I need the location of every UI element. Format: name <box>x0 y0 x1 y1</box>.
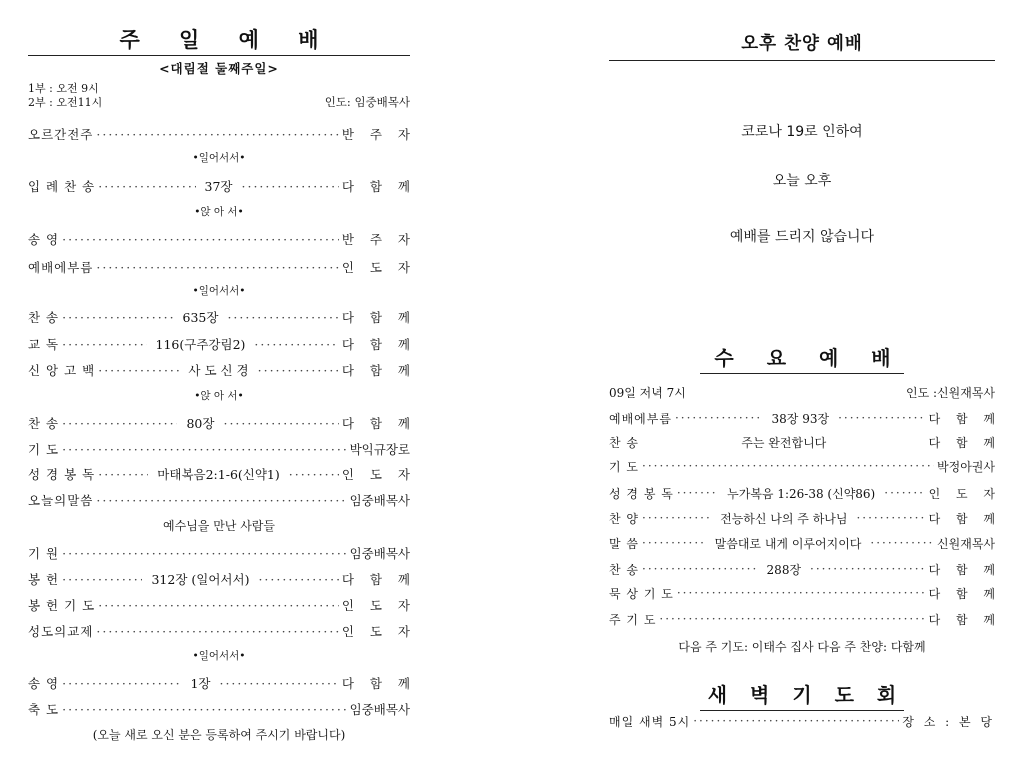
leader-dots <box>884 486 925 500</box>
leader-dots <box>62 546 346 561</box>
row-right: 신원재목사 <box>937 536 996 551</box>
leader-dots <box>870 536 934 550</box>
order-row <box>28 177 416 195</box>
order-row <box>28 414 417 432</box>
leader-dots <box>98 179 195 194</box>
title-divider <box>609 60 995 61</box>
order-row <box>28 544 410 562</box>
posture-cue: •앉 아 서• <box>194 390 244 402</box>
wednesday-time: 09일 저녁 7시 <box>609 386 686 400</box>
wednesday-service-title: 수 요 예 배 <box>700 342 903 374</box>
afternoon-notice-line: 예배를 드리지 않습니다 <box>729 229 875 245</box>
row-detail: 누가복음 1:26-38 (신약86) <box>727 486 876 501</box>
order-row <box>609 457 995 475</box>
afternoon-notice-line: 오늘 오후 <box>772 173 832 189</box>
row-right: 다 함 께 <box>928 562 1001 577</box>
row-detail: 288장 <box>766 562 802 577</box>
leader-dots <box>62 676 181 691</box>
leader-dots <box>258 363 339 378</box>
row-right: 임중배목사 <box>349 702 410 717</box>
row-right: 다 함 께 <box>341 676 416 691</box>
leader-dots <box>642 511 711 525</box>
leader-dots <box>289 467 339 482</box>
order-row <box>28 491 410 509</box>
leader-dots <box>62 337 146 352</box>
leader-dots <box>677 586 926 600</box>
row-label: 기 도 <box>609 459 639 474</box>
leader-dots <box>62 310 173 325</box>
afternoon-notice-line: 코로나 19로 인하여 <box>741 124 863 140</box>
dawn-prayer-title: 새 벽 기 도 회 <box>700 679 904 711</box>
leader-dots <box>98 363 179 378</box>
posture-cue: •일어서서• <box>192 285 246 297</box>
order-row <box>609 560 1001 578</box>
order-row <box>609 484 1001 502</box>
row-label: 찬 송 <box>609 435 639 450</box>
row-label: 봉 헌 기 도 <box>28 598 96 613</box>
leader-dots <box>62 416 177 431</box>
leader-dots <box>693 714 899 728</box>
posture-cue: •일어서서• <box>192 152 246 164</box>
row-label: 성 경 봉 독 <box>609 486 674 501</box>
leader-dots <box>223 416 338 431</box>
posture-cue: 예수님을 만난 사람들 <box>163 519 275 533</box>
row-right: 다 함 께 <box>928 511 1001 526</box>
order-row <box>609 409 1002 427</box>
row-detail: 37장 <box>204 179 233 194</box>
order-row <box>609 433 1001 451</box>
order-row <box>28 465 416 483</box>
row-right: 다 함 께 <box>341 416 417 431</box>
row-right: 박익규장로 <box>349 442 410 457</box>
row-detail: 635장 <box>182 310 219 325</box>
row-detail: 1장 <box>190 676 211 691</box>
leader-dots <box>677 486 718 500</box>
row-label: 성 경 봉 독 <box>28 467 96 482</box>
leader-dots <box>242 179 339 194</box>
order-row <box>28 674 416 692</box>
order-row <box>28 622 416 640</box>
sunday-leader: 인도: 임중배목사 <box>324 95 410 109</box>
row-label: 기 원 <box>28 546 60 561</box>
row-right: 인 도 자 <box>341 260 416 275</box>
leader-dots <box>642 562 758 576</box>
row-label: 송 영 <box>28 232 60 247</box>
order-row <box>28 570 416 588</box>
row-right: 임중배목사 <box>349 493 410 508</box>
row-label: 교 독 <box>28 337 60 352</box>
row-label: 기 도 <box>28 442 60 457</box>
order-row <box>609 584 1001 602</box>
sunday-footnote: (오늘 새로 오신 분은 등록하여 주시기 바랍니다) <box>92 728 346 742</box>
leader-dots <box>856 511 925 525</box>
row-label: 예배에부름 <box>28 260 94 275</box>
row-right: 다 함 께 <box>341 572 416 587</box>
order-row <box>28 596 416 614</box>
order-row <box>28 440 410 458</box>
row-right: 다 함 께 <box>928 411 1002 426</box>
row-right: 반 주 자 <box>341 232 416 247</box>
row-right: 다 함 께 <box>341 310 416 325</box>
row-detail: 312장 (일어서서) <box>151 572 250 587</box>
order-row <box>28 335 416 353</box>
order-row <box>28 125 416 143</box>
service-time-2: 2부 : 오전11시 <box>28 96 103 109</box>
row-label: 찬 송 <box>28 310 60 325</box>
leader-dots <box>96 260 338 275</box>
leader-dots <box>62 702 346 717</box>
leader-dots <box>62 442 346 457</box>
row-label: 찬 송 <box>609 562 639 577</box>
posture-cue: •앉 아 서• <box>194 206 244 218</box>
leader-dots <box>96 624 338 639</box>
row-label: 말 씀 <box>609 536 639 551</box>
leader-dots <box>98 598 339 613</box>
row-right: 다 함 께 <box>928 612 1001 627</box>
row-label: 입 례 찬 송 <box>28 179 96 194</box>
row-label: 오늘의말씀 <box>28 493 94 508</box>
row-right: 다 함 께 <box>341 363 416 378</box>
leader-dots <box>219 676 338 691</box>
row-right: 인 도 자 <box>341 598 416 613</box>
posture-cue: •일어서서• <box>192 650 246 662</box>
leader-dots <box>642 536 706 550</box>
row-right: 인 도 자 <box>928 486 1001 501</box>
row-label: 찬 송 <box>28 416 60 431</box>
wednesday-leader: 인도 :신원재목사 <box>905 386 995 400</box>
service-time-1: 1부 : 오전 9시 <box>28 82 99 95</box>
row-right: 인 도 자 <box>341 467 416 482</box>
leader-dots <box>254 337 338 352</box>
order-row <box>28 308 416 326</box>
dawn-prayer-row <box>609 712 995 730</box>
order-row <box>609 610 1001 628</box>
row-label: 성도의교제 <box>28 624 94 639</box>
afternoon-service-title: 오후 찬양 예배 <box>741 34 863 54</box>
leader-dots <box>96 493 346 508</box>
row-label: 주 기 도 <box>609 612 657 627</box>
row-label: 묵 상 기 도 <box>609 586 674 601</box>
row-right: 인 도 자 <box>341 624 416 639</box>
leader-dots <box>62 232 339 247</box>
leader-dots <box>675 411 763 425</box>
row-detail: 마태복음2:1-6(신약1) <box>157 467 280 482</box>
row-right: 장 소 : 본 당 <box>902 714 995 729</box>
row-detail: 116(구주강림2) <box>155 337 246 352</box>
row-label: 송 영 <box>28 676 60 691</box>
row-right: 임중배목사 <box>349 546 410 561</box>
row-right: 다 함 께 <box>928 435 1001 450</box>
row-detail: 전능하신 나의 주 하나님 <box>720 511 848 526</box>
order-row <box>609 534 995 552</box>
leader-dots <box>258 572 338 587</box>
row-detail: 80장 <box>186 416 215 431</box>
order-row <box>609 509 1001 527</box>
leader-dots <box>659 612 925 626</box>
row-detail: 38장 93장 <box>771 411 830 426</box>
row-detail: 사 도 신 경 <box>188 363 249 378</box>
row-right: 다 함 께 <box>341 337 416 352</box>
row-label: 오르간전주 <box>28 127 94 142</box>
leader-dots <box>838 411 926 425</box>
leader-dots <box>810 562 926 576</box>
row-label: 신 앙 고 백 <box>28 363 96 378</box>
row-detail: 주는 완전합니다 <box>741 435 827 450</box>
row-detail: 말씀대로 내게 이루어지이다 <box>714 536 862 551</box>
leader-dots <box>62 572 142 587</box>
leader-dots <box>642 459 934 473</box>
next-week-line: 다음 주 기도: 이태수 집사 다음 주 찬양: 다함께 <box>678 640 926 654</box>
row-right: 반 주 자 <box>341 127 416 142</box>
leader-dots <box>227 310 338 325</box>
title-divider <box>28 55 410 56</box>
sunday-service-title: 주 일 예 배 <box>119 28 335 52</box>
order-row <box>28 258 416 276</box>
row-label: 찬 양 <box>609 511 639 526</box>
order-row <box>28 230 416 248</box>
row-label: 예배에부름 <box>609 411 672 426</box>
order-row <box>28 700 410 718</box>
row-right: 박정아권사 <box>937 459 995 474</box>
leader-dots <box>96 127 338 142</box>
leader-dots <box>98 467 148 482</box>
row-right: 다 함 께 <box>928 586 1001 601</box>
sunday-subtitle: <대림절 둘째주일> <box>159 61 279 76</box>
row-label: 매일 새벽 5시 <box>609 714 691 729</box>
row-label: 봉 헌 <box>28 572 60 587</box>
order-row <box>28 361 416 379</box>
row-right: 다 함 께 <box>341 179 416 194</box>
row-label: 축 도 <box>28 702 60 717</box>
